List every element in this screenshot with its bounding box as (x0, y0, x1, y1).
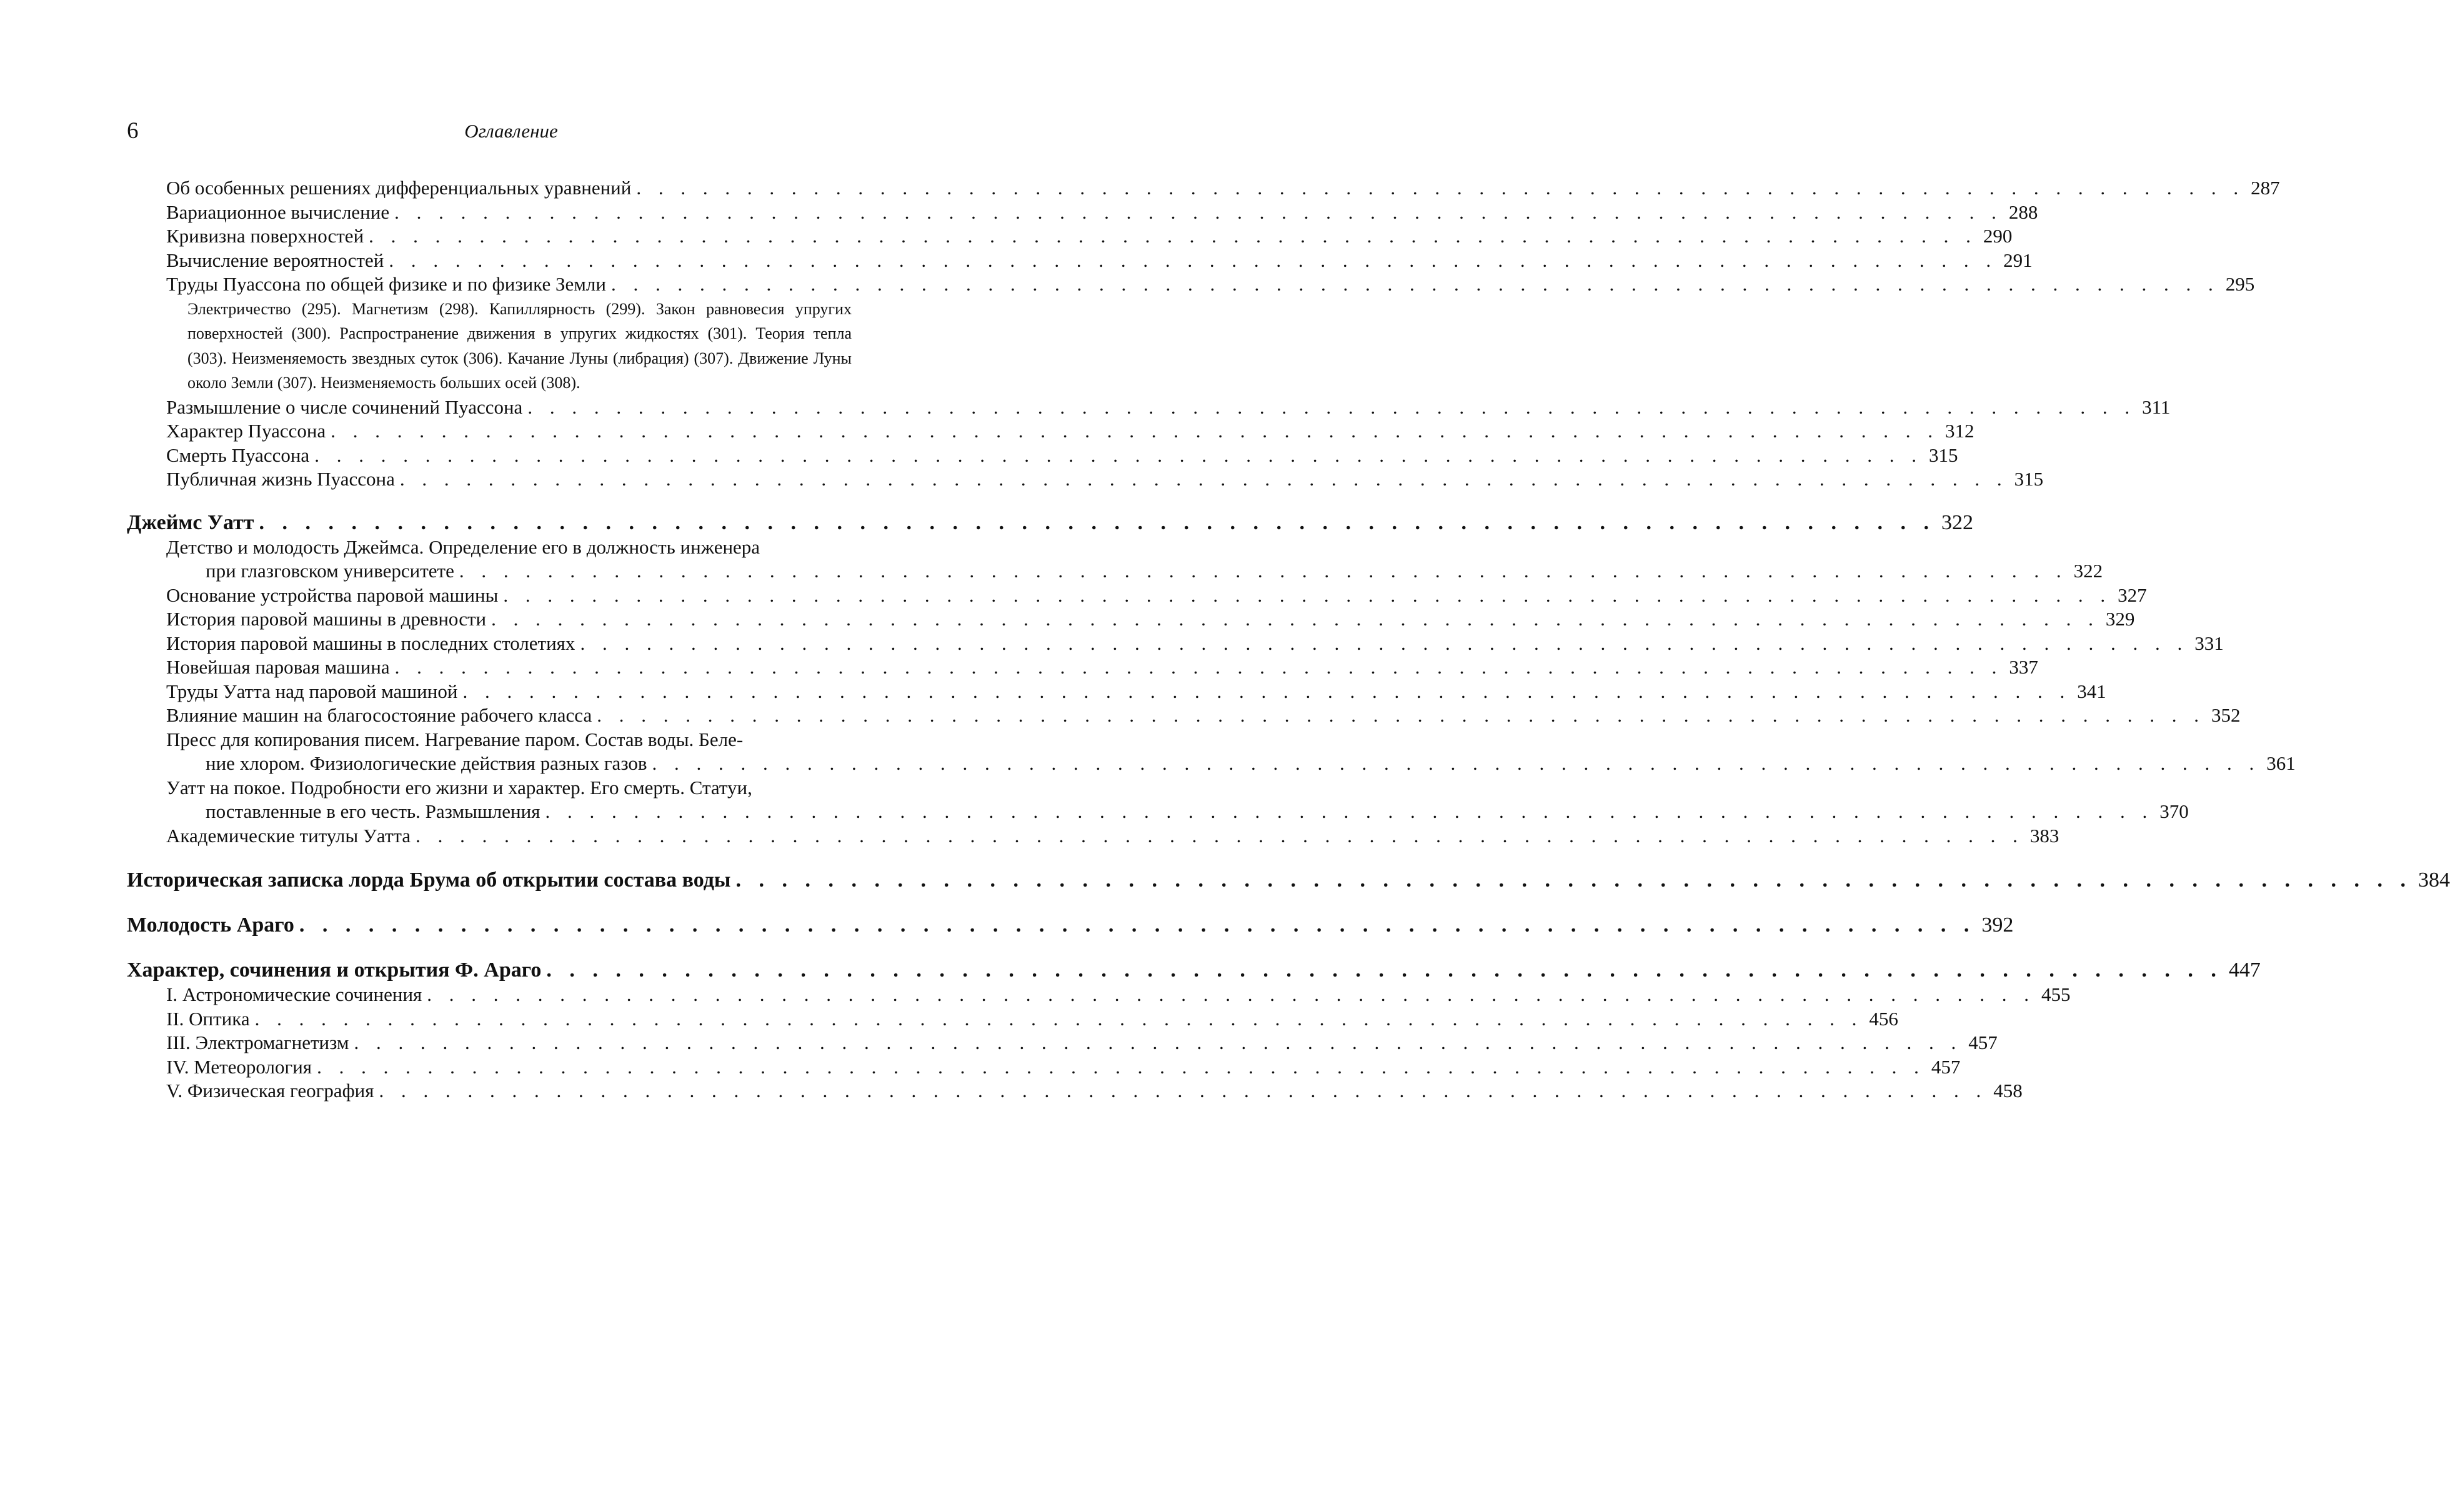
toc-entry (127, 632, 2224, 656)
leader-dots: . . . . . . . . . . . . . . . . . . . . . . . . . . . . . . . . . . . . . . . . . . . . . . . . . . . . . . . . . . . . . . . . . . . . . . . . . (545, 800, 2154, 822)
toc-chapter-title: Историческая записка лорда Брума об открытии состава воды (127, 868, 731, 892)
toc-entry-title: IV. Метеорология (166, 1055, 312, 1078)
toc-entry-title-line2: при глазговском университете (206, 560, 454, 582)
toc-entry-page: 341 (2077, 680, 2106, 702)
toc-entry-page: 370 (2159, 800, 2189, 822)
toc-chapter (127, 913, 2014, 938)
toc-entry-page: 315 (2014, 468, 2044, 490)
toc-entry-title: Труды Пуассона по общей физике и по физике Земли (166, 273, 606, 295)
toc-entry-page: 322 (2073, 560, 2103, 582)
leader-dots: . . . . . . . . . . . . . . . . . . . . . . . . . . . . . . . . . . . . . . . . . . . . . . . . . . . . . . . . . . . . . . . . . . . . . . . . . (735, 868, 2412, 892)
toc-entry-title-line2: ние хлором. Физиологические действия разных газов (206, 752, 647, 774)
leader-dots: . . . . . . . . . . . . . . . . . . . . . . . . . . . . . . . . . . . . . . . . . . . . . . . . . . . . . . . . . . . . . . . . . . . . . . . . . (259, 510, 1936, 534)
leader-dots: . . . . . . . . . . . . . . . . . . . . . . . . . . . . . . . . . . . . . . . . . . . . . . . . . . . . . . . . . . . . . . . . . . . . . . . . . (314, 444, 1923, 466)
toc-entry-page: 287 (2251, 177, 2280, 199)
toc-chapter (127, 510, 1974, 535)
toc-entry-page: 361 (2266, 752, 2296, 774)
toc-entry-page: 383 (2029, 824, 2059, 847)
toc-entry-title-line1: Детство и молодость Джеймса. Определение его в должность инженера (166, 535, 760, 558)
toc-chapter (127, 868, 2450, 893)
toc-entry-title: Вычисление вероятностей (166, 249, 384, 271)
table-of-contents (127, 176, 2450, 1103)
leader-dots: . . . . . . . . . . . . . . . . . . . . . . . . . . . . . . . . . . . . . . . . . . . . . . . . . . . . . . . . . . . . . . . . . . . . . . . . . (254, 1007, 1863, 1030)
toc-entry (127, 1031, 1998, 1055)
toc-entry-page: 456 (1869, 1007, 1898, 1030)
toc-entry-page: 455 (2041, 983, 2071, 1005)
toc-entry-page: 337 (2009, 656, 2038, 678)
leader-dots: . . . . . . . . . . . . . . . . . . . . . . . . . . . . . . . . . . . . . . . . . . . . . . . . . . . . . . . . . . . . . . . . . . . . . . . . . (389, 249, 1998, 271)
running-title: Оглавление (464, 120, 558, 142)
toc-entry-title: Публичная жизнь Пуассона (166, 468, 395, 490)
toc-entry-page: 331 (2194, 632, 2224, 654)
leader-dots: . . . . . . . . . . . . . . . . . . . . . . . . . . . . . . . . . . . . . . . . . . . . . . . . . . . . . . . . . . . . . . . . . . . . . . . . . (317, 1055, 1925, 1078)
toc-entry (127, 1055, 1961, 1080)
toc-chapter-page: 447 (2228, 958, 2261, 982)
toc-entry-page: 312 (1945, 420, 1974, 442)
page-header (127, 117, 895, 146)
toc-entry-page: 290 (1983, 225, 2013, 247)
toc-entry-title: Смерть Пуассона (166, 444, 310, 466)
toc-entry (127, 419, 1974, 444)
leader-dots: . . . . . . . . . . . . . . . . . . . . . . . . . . . . . . . . . . . . . . . . . . . . . . . . . . . . . . . . . . . . . . . . . . . . . . . . . (462, 680, 2071, 702)
toc-chapter-page: 322 (1941, 510, 1974, 534)
toc-entry-title: II. Оптика (166, 1007, 250, 1030)
leader-dots: . . . . . . . . . . . . . . . . . . . . . . . . . . . . . . . . . . . . . . . . . . . . . . . . . . . . . . . . . . . . . . . . . . . . . . . . . (503, 584, 2112, 606)
toc-entry-title: Кривизна поверхностей (166, 225, 364, 247)
toc-entry-title: Об особенных решениях дифференциальных уравнений (166, 177, 632, 199)
toc-entry-title: Академические титулы Уатта (166, 824, 411, 847)
toc-entry (127, 535, 2103, 584)
leader-dots: . . . . . . . . . . . . . . . . . . . . . . . . . . . . . . . . . . . . . . . . . . . . . . . . . . . . . . . . . . . . . . . . . . . . . . . . . (546, 958, 2223, 982)
leader-dots: . . . . . . . . . . . . . . . . . . . . . . . . . . . . . . . . . . . . . . . . . . . . . . . . . . . . . . . . . . . . . . . . . . . . . . . . . (299, 913, 1976, 937)
toc-entry-title: Новейшая паровая машина (166, 656, 390, 678)
toc-entry (127, 249, 2033, 273)
toc-entry (127, 704, 2241, 728)
toc-entry (127, 467, 2044, 492)
leader-dots: . . . . . . . . . . . . . . . . . . . . . . . . . . . . . . . . . . . . . . . . . . . . . . . . . . . . . . . . . . . . . . . . . . . . . . . . . (427, 983, 2036, 1005)
leader-dots: . . . . . . . . . . . . . . . . . . . . . . . . . . . . . . . . . . . . . . . . . . . . . . . . . . . . . . . . . . . . . . . . . . . . . . . . . (636, 177, 2245, 199)
toc-entry (127, 272, 2255, 297)
leader-dots: . . . . . . . . . . . . . . . . . . . . . . . . . . . . . . . . . . . . . . . . . . . . . . . . . . . . . . . . . . . . . . . . . . . . . . . . . (610, 273, 2219, 295)
leader-dots: . . . . . . . . . . . . . . . . . . . . . . . . . . . . . . . . . . . . . . . . . . . . . . . . . . . . . . . . . . . . . . . . . . . . . . . . . (399, 468, 2008, 490)
leader-dots: . . . . . . . . . . . . . . . . . . . . . . . . . . . . . . . . . . . . . . . . . . . . . . . . . . . . . . . . . . . . . . . . . . . . . . . . . (652, 752, 2261, 774)
leader-dots: . . . . . . . . . . . . . . . . . . . . . . . . . . . . . . . . . . . . . . . . . . . . . . . . . . . . . . . . . . . . . . . . . . . . . . . . . (369, 225, 1977, 247)
toc-entry-page: 329 (2105, 608, 2135, 630)
toc-chapter (127, 958, 2261, 983)
toc-entry-page: 457 (1931, 1055, 1961, 1078)
toc-chapter-title: Характер, сочинения и открытия Ф. Араго (127, 958, 542, 982)
toc-entry (127, 824, 2059, 848)
toc-entry (127, 1079, 2023, 1103)
page-number: 6 (127, 118, 139, 144)
toc-entry (127, 655, 2038, 680)
toc-entry (127, 607, 2135, 632)
toc-entry (127, 224, 2013, 249)
toc-entry-page: 311 (2142, 395, 2171, 418)
leader-dots: . . . . . . . . . . . . . . . . . . . . . . . . . . . . . . . . . . . . . . . . . . . . . . . . . . . . . . . . . . . . . . . . . . . . . . . . . (580, 632, 2189, 654)
toc-entry-title-line1: Пресс для копирования писем. Нагревание паром. Состав воды. Беле- (166, 728, 744, 750)
toc-entry-page: 327 (2118, 584, 2147, 606)
toc-entry-title: III. Электромагнетизм (166, 1032, 349, 1053)
toc-entry-page: 291 (2003, 249, 2033, 271)
toc-entry (127, 680, 2106, 704)
toc-entry-title: Вариационное вычисление (166, 201, 390, 223)
toc-entry-page: 457 (1968, 1032, 1998, 1053)
leader-dots: . . . . . . . . . . . . . . . . . . . . . . . . . . . . . . . . . . . . . . . . . . . . . . . . . . . . . . . . . . . . . . . . . . . . . . . . . (394, 201, 2003, 223)
leader-dots: . . . . . . . . . . . . . . . . . . . . . . . . . . . . . . . . . . . . . . . . . . . . . . . . . . . . . . . . . . . . . . . . . . . . . . . . . (527, 395, 2136, 418)
toc-entry-title: V. Физическая география (166, 1080, 374, 1102)
leader-dots: . . . . . . . . . . . . . . . . . . . . . . . . . . . . . . . . . . . . . . . . . . . . . . . . . . . . . . . . . . . . . . . . . . . . . . . . . (394, 656, 2003, 678)
leader-dots: . . . . . . . . . . . . . . . . . . . . . . . . . . . . . . . . . . . . . . . . . . . . . . . . . . . . . . . . . . . . . . . . . . . . . . . . . (354, 1032, 1963, 1053)
toc-entry (127, 176, 2280, 201)
toc-chapter-page: 392 (1981, 913, 2014, 937)
toc-entry-title: Основание устройства паровой машины (166, 584, 499, 606)
toc-entry-title: История паровой машины в последних столетиях (166, 632, 575, 654)
toc-entry-title: Характер Пуассона (166, 420, 326, 442)
toc-entry (127, 1007, 1898, 1032)
toc-entry-page: 315 (1928, 444, 1958, 466)
toc-entry (127, 728, 2296, 776)
toc-entry-page: 352 (2211, 704, 2241, 726)
toc-entry-title: I. Астрономические сочинения (166, 983, 422, 1005)
toc-entry-page: 458 (1993, 1080, 2023, 1102)
toc-entry-page: 295 (2225, 273, 2255, 295)
leader-dots: . . . . . . . . . . . . . . . . . . . . . . . . . . . . . . . . . . . . . . . . . . . . . . . . . . . . . . . . . . . . . . . . . . . . . . . . . (379, 1080, 1988, 1102)
leader-dots: . . . . . . . . . . . . . . . . . . . . . . . . . . . . . . . . . . . . . . . . . . . . . . . . . . . . . . . . . . . . . . . . . . . . . . . . . (331, 420, 1939, 442)
toc-entry-title: История паровой машины в древности (166, 608, 487, 630)
leader-dots: . . . . . . . . . . . . . . . . . . . . . . . . . . . . . . . . . . . . . . . . . . . . . . . . . . . . . . . . . . . . . . . . . . . . . . . . . (491, 608, 2099, 630)
toc-chapter-title: Молодость Араго (127, 913, 294, 937)
toc-entry-title: Влияние машин на благосостояние рабочего класса (166, 704, 592, 726)
leader-dots: . . . . . . . . . . . . . . . . . . . . . . . . . . . . . . . . . . . . . . . . . . . . . . . . . . . . . . . . . . . . . . . . . . . . . . . . . (597, 704, 2205, 726)
toc-entry-title: Труды Уатта над паровой машиной (166, 680, 458, 702)
toc-entry-title-line2: поставленные в его честь. Размышления (206, 800, 540, 822)
toc-entry-title-line1: Уатт на покое. Подробности его жизни и характер. Его смерть. Статуи, (166, 776, 752, 798)
toc-entry (127, 584, 2147, 608)
toc-entry-page: 288 (2008, 201, 2038, 223)
toc-subtopics-note: Электричество (295). Магнетизм (298). Капиллярность (299). Закон равновесия упругих поверхностей (300). Распространение движения в упругих жидкостях (301). Теория тепла (303). Неизменяемость звездных суток (306). Качание Луны (либрация) (307). Движение Луны около Земли (307). Неизменяемость больших осей (308). (187, 299, 852, 392)
toc-entry (127, 201, 2038, 225)
toc-entry (127, 983, 2071, 1007)
toc-entry (127, 776, 2189, 824)
leader-dots: . . . . . . . . . . . . . . . . . . . . . . . . . . . . . . . . . . . . . . . . . . . . . . . . . . . . . . . . . . . . . . . . . . . . . . . . . (416, 824, 2024, 847)
toc-entry (127, 444, 1958, 468)
toc-chapter-title: Джеймс Уатт (127, 510, 254, 534)
toc-chapter-page: 384 (2418, 868, 2450, 892)
toc-entry (127, 395, 2171, 420)
leader-dots: . . . . . . . . . . . . . . . . . . . . . . . . . . . . . . . . . . . . . . . . . . . . . . . . . . . . . . . . . . . . . . . . . . . . . . . . . (459, 560, 2068, 582)
toc-entry-title: Размышление о числе сочинений Пуассона (166, 395, 523, 418)
